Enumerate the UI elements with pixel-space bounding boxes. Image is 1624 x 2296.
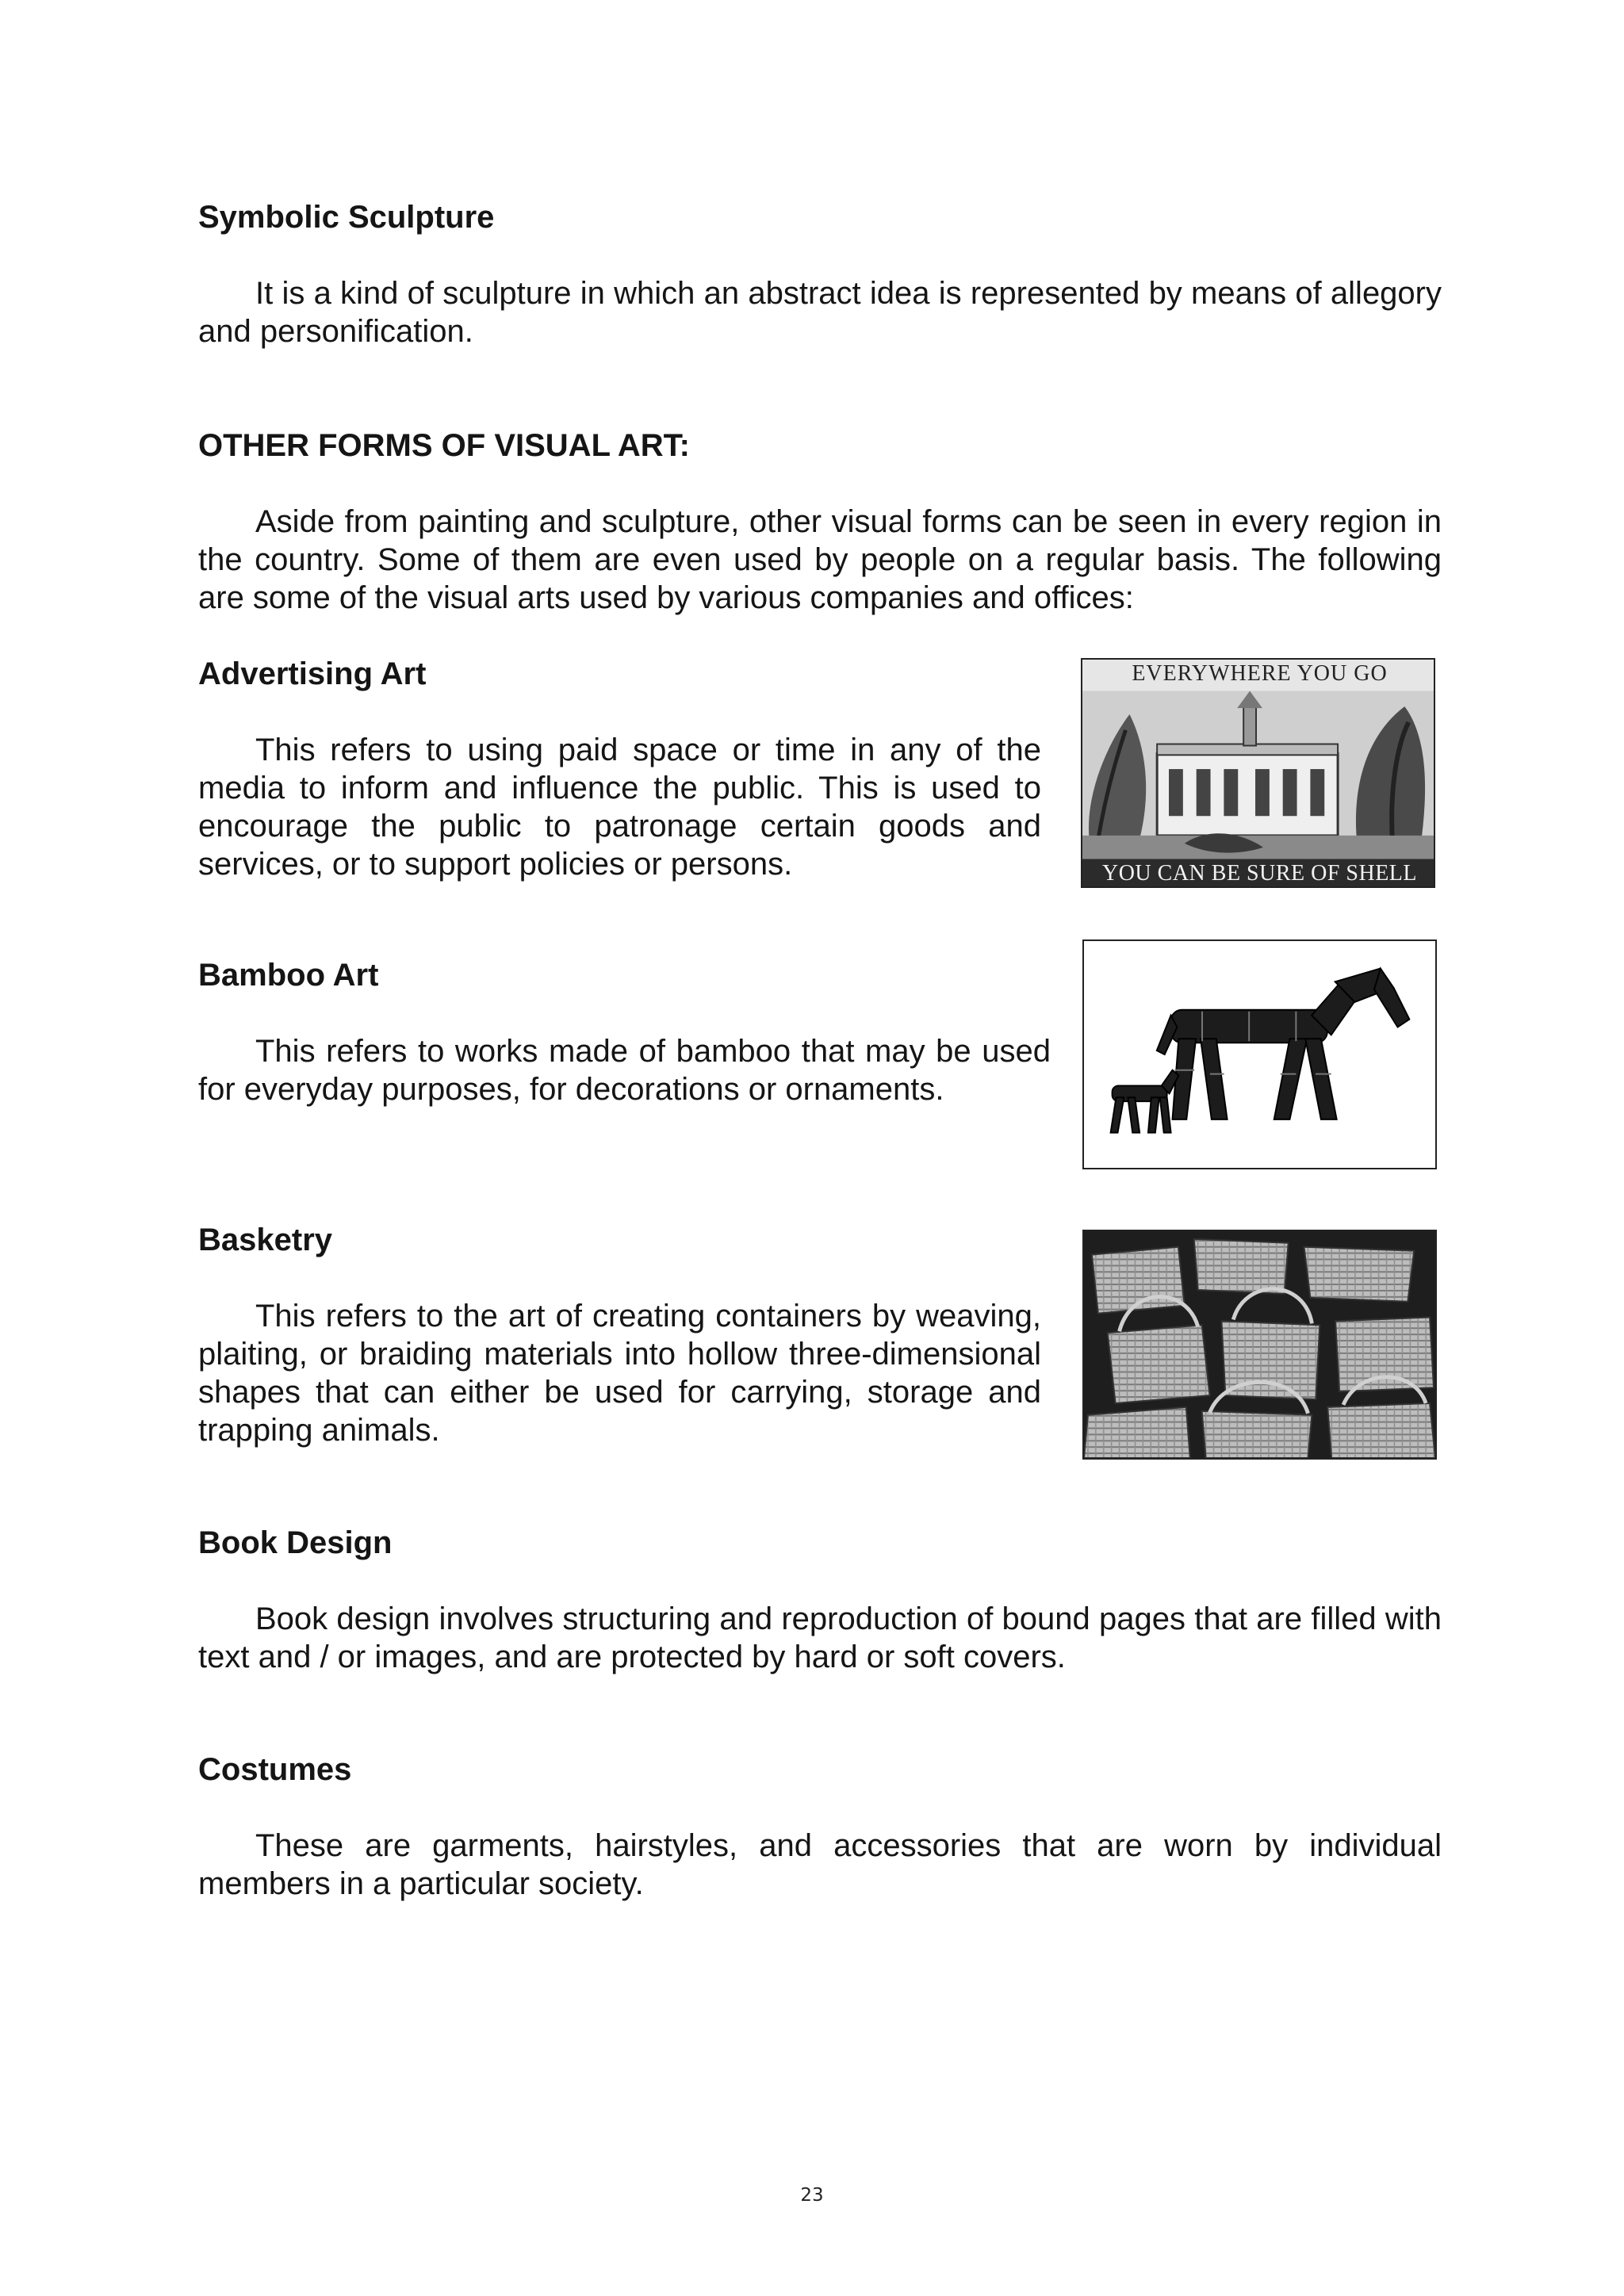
paragraph-basketry: This refers to the art of creating containers by weaving, plaiting, or braiding materials into hollow three-dimensional shapes that can either be used for carrying, storage and trapping animals. (198, 1299, 1041, 1448)
heading-costumes: Costumes (198, 1752, 352, 1787)
poster-top-text: EVERYWHERE YOU GO (1132, 661, 1388, 686)
bamboo-horse-image (1082, 939, 1437, 1169)
paragraph-other-forms: Aside from painting and sculpture, other visual forms can be seen in every region in the country. Some of them are even used by people on a regular basis. The following are some of the visual arts used by various companies and offices: (198, 504, 1442, 615)
advertising-poster-illustration (1082, 660, 1434, 886)
advertising-poster-image (1081, 658, 1435, 888)
heading-advertising-art: Advertising Art (198, 656, 427, 691)
heading-bamboo-art: Bamboo Art (198, 958, 379, 993)
heading-other-forms: OTHER FORMS OF VISUAL ART: (198, 428, 690, 463)
paragraph-bamboo-art: This refers to works made of bamboo that may be used for everyday purposes, for decorations or ornaments. (198, 1034, 1051, 1107)
bamboo-horse-icon (1084, 941, 1435, 1168)
page-number: 23 (800, 2185, 824, 2206)
paragraph-costumes: These are garments, hairstyles, and accessories that are worn by individual members in a particular society. (198, 1828, 1442, 1901)
baskets-photo-icon (1084, 1231, 1435, 1458)
heading-symbolic-sculpture: Symbolic Sculpture (198, 200, 495, 235)
paragraph-advertising-art: This refers to using paid space or time in any of the media to inform and influence the public. This is used to encourage the public to patronage certain goods and services, or to support policies or persons. (198, 733, 1041, 882)
poster-bottom-text: YOU CAN BE SURE OF SHELL (1101, 861, 1418, 886)
paragraph-book-design: Book design involves structuring and reproduction of bound pages that are filled with text and / or images, and are protected by hard or soft covers. (198, 1601, 1442, 1674)
paragraph-symbolic-sculpture: It is a kind of sculpture in which an abstract idea is represented by means of allegory and personification. (198, 276, 1442, 349)
baskets-photo-image (1082, 1230, 1437, 1460)
heading-book-design: Book Design (198, 1525, 393, 1560)
heading-basketry: Basketry (198, 1223, 333, 1257)
